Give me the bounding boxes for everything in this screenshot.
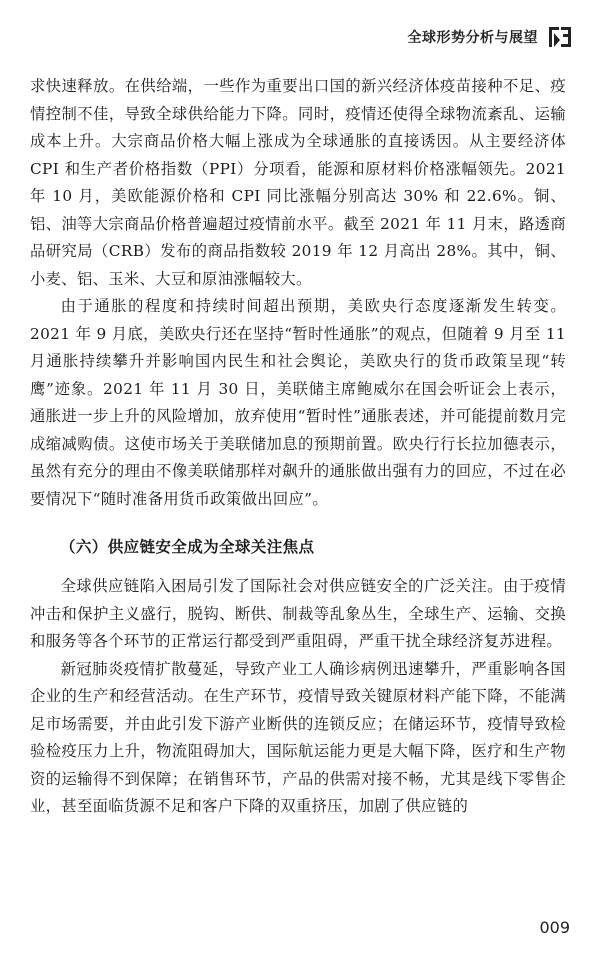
book-logo-icon [546,23,574,51]
body-paragraph: 全球供应链陷入困局引发了国际社会对供应链安全的广泛关注。由于疫情冲击和保护主义盛行，脱钩、断供、制裁等乱象丛生，全球生产、运输、交换和服务等各个环节的正常运行都受到严重阻碍，严重干扰全球经济复苏进程。 [30,577,566,650]
body-paragraph: 求快速释放。在供给端，一些作为重要出口国的新兴经济体疫苗接种不足、疫情控制不佳，导致全球供给能力下降。同时，疫情还使得全球物流紊乱、运输成本上升。大宗商品价格大幅上涨成为全球通胀的直接诱因。从主要经济体 CPI 和生产者价格指数（PPI）分项看，能源和原材料价格涨幅领先。2021 年 10 月，美欧能源价格和 CPI 同比涨幅分别高达 30% 和 22.6%。铜、铝、油等大宗商品价格普遍超过疫情前水平。截至 2021 年 11 月末，路透商品研究局（CRB）发布的商品指数较 2019 年 12 月高出 28%。其中，铜、小麦、铝、玉米、大豆和原油涨幅较大。 [30,77,566,288]
section-heading: （六）供应链安全成为全球关注焦点 [60,538,315,556]
page-body [30,73,566,821]
body-paragraph: 由于通胀的程度和持续时间超出预期，美欧央行态度逐渐发生转变。2021 年 9 月底，美欧央行还在坚持“暂时性通胀”的观点，但随着 9 月至 11 月通胀持续攀升并影响国内民生和社会舆论，美欧央行的货币政策呈现“转鹰”迹象。2021 年 11 月 30 日，美联储主席鲍威尔在国会听证会上表示，通胀进一步上升的风险增加，放弃使用“暂时性”通胀表述，并可能提前数月完成缩减购债。这使市场关于美联储加息的预期前置。欧央行行长拉加德表示，虽然有充分的理由不像美联储那样对飙升的通胀做出强有力的回应，不过在必要情况下“随时准备用货币政策做出回应”。 [30,297,566,508]
running-header-title: 全球形势分析与展望 [407,30,538,46]
page-number: 009 [539,918,570,937]
page-header [408,22,575,52]
body-paragraph: 新冠肺炎疫情扩散蔓延，导致产业工人确诊病例迅速攀升，严重影响各国企业的生产和经营活动。在生产环节，疫情导致关键原材料产能下降，不能满足市场需要，并由此引发下游产业断供的连锁反应；在储运环节，疫情导致检验检疫压力上升，物流阻碍加大，国际航运能力更是大幅下降，医疗和生产物资的运输得不到保障；在销售环节，产品的供需对接不畅，尤其是线下零售企业，甚至面临货源不足和客户下降的双重挤压，加剧了供应链的 [30,659,566,815]
